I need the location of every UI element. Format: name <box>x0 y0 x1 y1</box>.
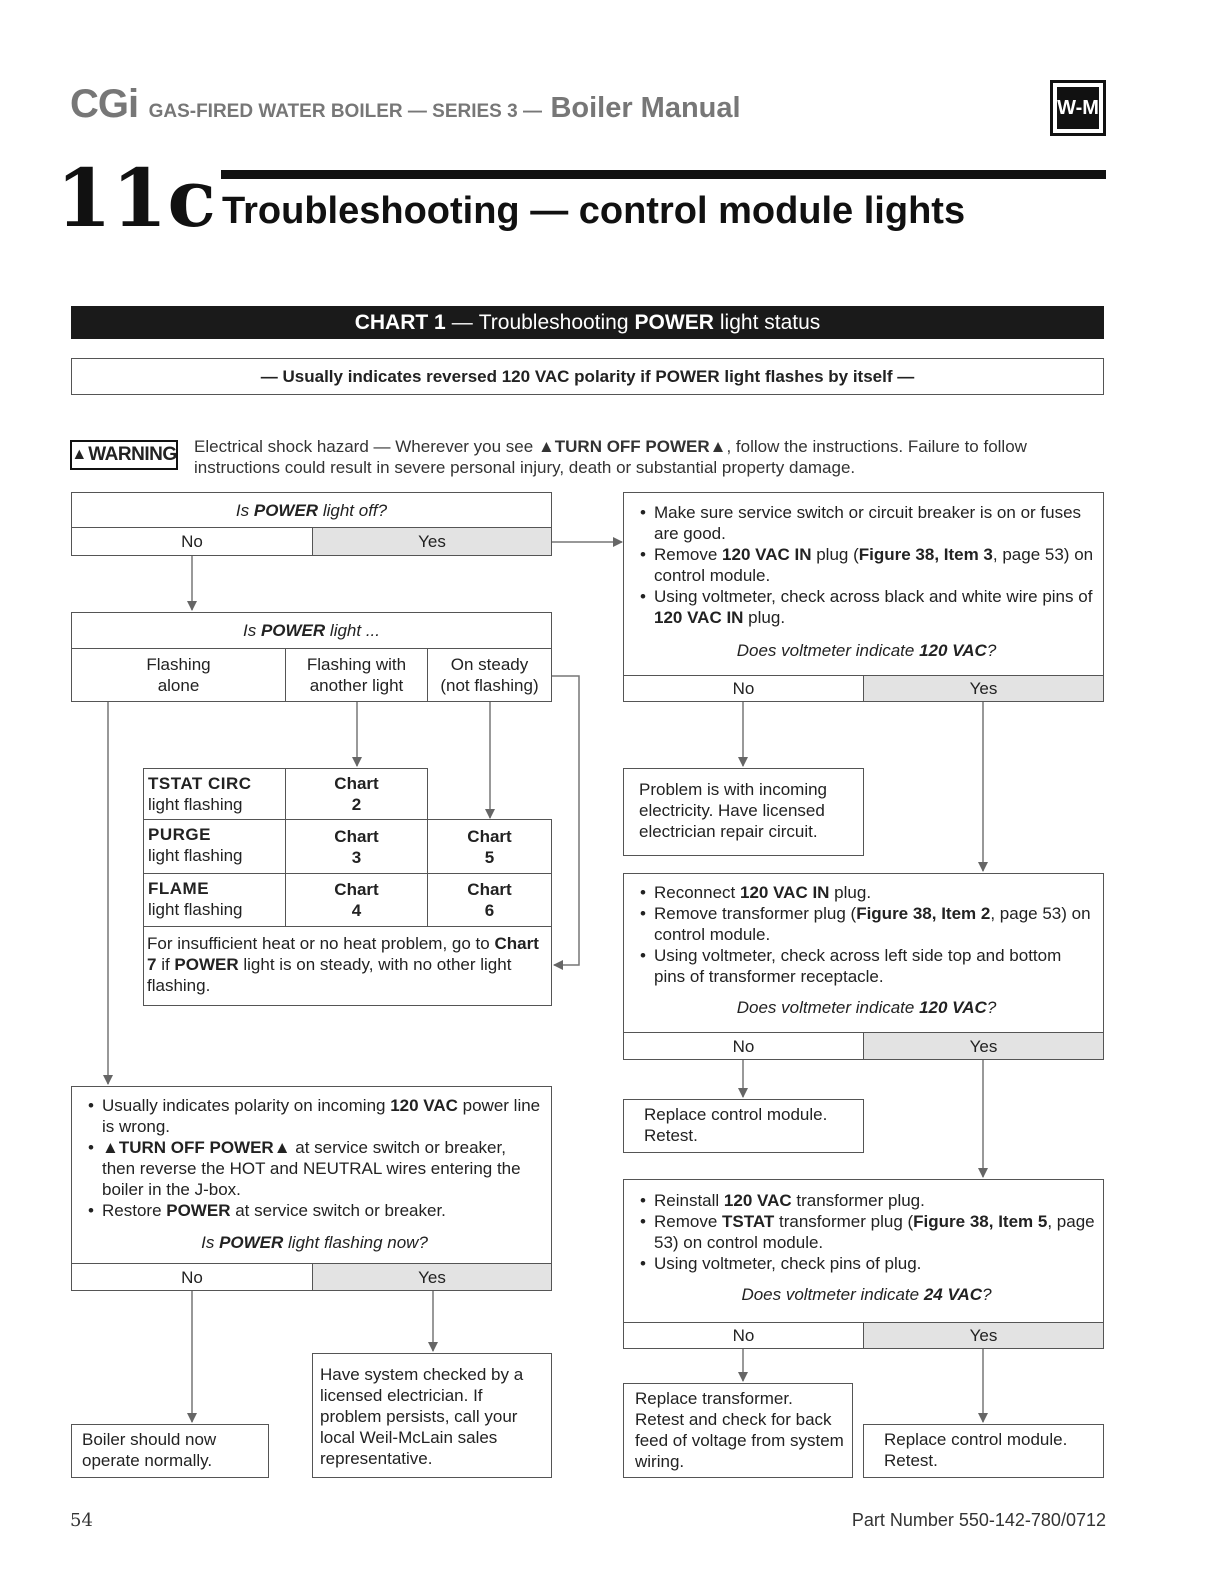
power-check-yes: Yes <box>863 675 1104 702</box>
tstat-check-box <box>623 1179 1104 1323</box>
flame-chart-ref-b: Chart 6 <box>427 873 552 927</box>
brand-name: CGi <box>70 82 139 126</box>
q1-no: No <box>71 527 313 556</box>
transformer-check-yes: Yes <box>863 1032 1104 1060</box>
power-check-no: No <box>623 675 864 702</box>
power-check-step-2: • Remove 120 VAC IN plug (Figure 38, Item 3, page 53) on control module. <box>638 544 1095 586</box>
normal-operation-box: Boiler should now operate normally. <box>71 1424 269 1478</box>
q1-yes: Yes <box>312 527 552 556</box>
q2-option-flashing-with: Flashing with another light <box>285 648 428 702</box>
transformer-check-step-3: • Using voltmeter, check across left side top and bottom pins of transformer receptacle. <box>638 945 1095 987</box>
transformer-check-box <box>623 873 1104 1033</box>
power-check-question: Does voltmeter indicate 120 VAC? <box>736 641 997 660</box>
logo-mark: W-M <box>1057 87 1099 129</box>
page-number: 54 <box>70 1510 93 1531</box>
tstat-check-step-2: • Remove TSTAT transformer plug (Figure 38, Item 5, page 53) on control module. <box>638 1211 1095 1253</box>
tstat-check-question: Does voltmeter indicate 24 VAC? <box>741 1285 992 1304</box>
row-purge: PURGE light flashing <box>143 819 286 874</box>
power-check-box <box>623 492 1104 676</box>
incoming-electricity-box: Problem is with incoming electricity. Have licensed electrician repair circuit. <box>623 768 864 856</box>
flame-chart-ref-a: Chart 4 <box>285 873 428 927</box>
polarity-instructions <box>71 1086 552 1264</box>
polarity-step-1: • Usually indicates polarity on incoming 120 VAC power line is wrong. <box>86 1095 543 1137</box>
transformer-check-question: Does voltmeter indicate 120 VAC? <box>736 998 997 1017</box>
power-check-step-3: • Using voltmeter, check across black and white wire pins of 120 VAC IN plug. <box>638 586 1095 628</box>
polarity-step-3: • Restore POWER at service switch or breaker. <box>86 1200 543 1221</box>
part-number: Part Number 550-142-780/0712 <box>851 1510 1106 1530</box>
electrician-box: Have system checked by a licensed electrician. If problem persists, call your local Weil-McLain sales representative. <box>312 1353 552 1478</box>
row-tstat-circ: TSTAT CIRC light flashing <box>143 768 286 820</box>
page-title: Troubleshooting — control module lights <box>222 190 966 232</box>
tstat-check-yes: Yes <box>863 1322 1104 1349</box>
tstat-check-no: No <box>623 1322 864 1349</box>
power-check-step-1: • Make sure service switch or circuit breaker is on or fuses are good. <box>638 502 1095 544</box>
row-flame: FLAME light flashing <box>143 873 286 927</box>
chart-number: CHART 1 <box>354 310 446 334</box>
polarity-note: — Usually indicates reversed 120 VAC polarity if POWER light flashes by itself — <box>71 358 1104 395</box>
warning-text: Electrical shock hazard — Wherever you see ▲TURN OFF POWER▲, follow the instructions. Failure to follow instructions could result in severe personal injury, death or substantial property damage. <box>194 437 1027 477</box>
replace-transformer-box: Replace transformer. Retest and check for back feed of voltage from system wiring. <box>623 1383 853 1478</box>
chart7-note: For insufficient heat or no heat problem, go to Chart 7 if POWER light is on steady, with no other light flashing. <box>143 926 552 1006</box>
q1-question: Is POWER light off? <box>71 492 552 528</box>
q2-option-flashing-alone: Flashing alone <box>71 648 286 702</box>
section-number: 11c <box>56 151 217 245</box>
purge-chart-ref-a: Chart 3 <box>285 819 428 874</box>
replace-control-module-box-2: Replace control module. Retest. <box>863 1424 1104 1478</box>
transformer-check-step-2: • Remove transformer plug (Figure 38, Item 2, page 53) on control module. <box>638 903 1095 945</box>
polarity-yes: Yes <box>312 1263 552 1291</box>
tstat-check-step-1: • Reinstall 120 VAC transformer plug. <box>638 1190 1095 1211</box>
tstat-check-step-3: • Using voltmeter, check pins of plug. <box>638 1253 1095 1274</box>
warning-badge: ▲ WARNING <box>70 440 178 470</box>
header-manual: Boiler Manual <box>550 92 741 124</box>
tstat-chart-ref: Chart 2 <box>285 768 428 820</box>
header-subtitle: GAS-FIRED WATER BOILER — SERIES 3 — <box>148 101 542 122</box>
polarity-no: No <box>71 1263 313 1291</box>
purge-chart-ref-b: Chart 5 <box>427 819 552 874</box>
replace-control-module-box-1: Replace control module. Retest. <box>623 1099 864 1153</box>
transformer-check-no: No <box>623 1032 864 1060</box>
polarity-step-2: • ▲TURN OFF POWER▲ at service switch or breaker, then reverse the HOT and NEUTRAL wires entering the boiler in the J-box. <box>86 1137 543 1200</box>
transformer-check-step-1: • Reconnect 120 VAC IN plug. <box>638 882 1095 903</box>
arrow-on-steady-chart7 <box>552 676 579 965</box>
q2-question: Is POWER light ... <box>71 612 552 649</box>
q2-option-on-steady: On steady (not flashing) <box>427 648 552 702</box>
warning-icon: ▲ <box>71 446 88 463</box>
polarity-question: Is POWER light flashing now? <box>201 1233 428 1252</box>
chart-banner: CHART 1 — Troubleshooting POWER light status <box>71 306 1104 339</box>
